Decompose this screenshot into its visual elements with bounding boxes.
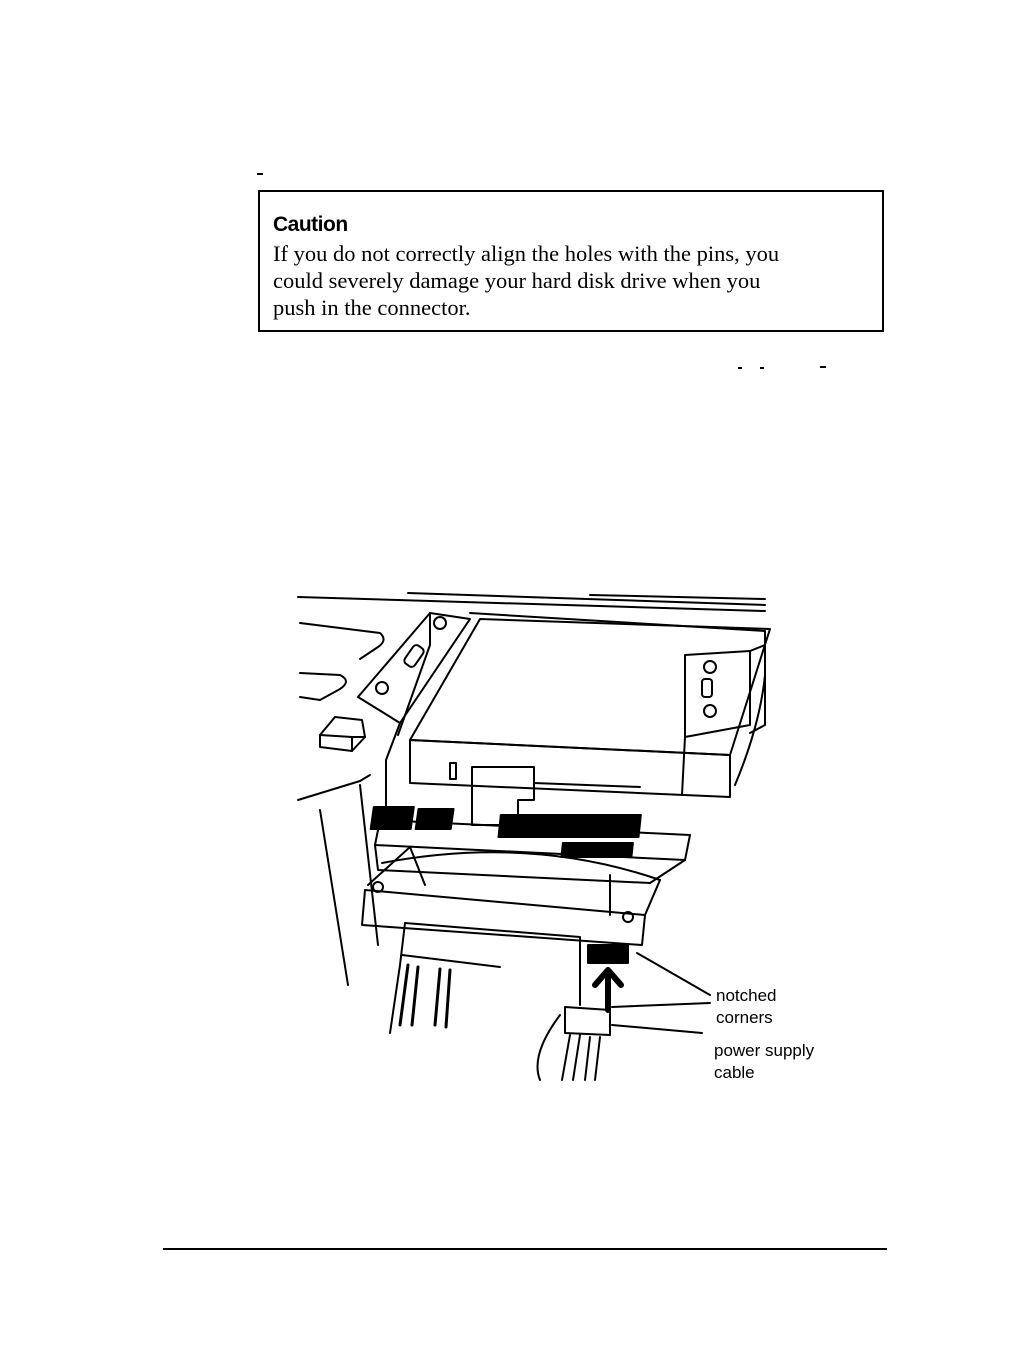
drive-light: [450, 763, 456, 779]
mounting-bracket: [358, 613, 470, 723]
chassis-rail: [298, 597, 765, 611]
chassis-rail: [470, 613, 765, 647]
edge-connector: [416, 809, 454, 829]
floppy-drive-top: [410, 619, 770, 755]
power-connector: [565, 1007, 610, 1035]
scan-mark: [760, 367, 764, 369]
caution-box: [258, 190, 884, 332]
chassis-rail: [590, 595, 765, 599]
ribbon-cable: [390, 923, 405, 1033]
insert-arrow: [595, 970, 621, 1010]
chassis-wall: [298, 775, 370, 800]
ribbon-cable: [402, 955, 500, 967]
power-supply-cable-leader: [612, 1025, 702, 1033]
hard-disk-drive: [362, 890, 645, 945]
scan-mark: [820, 366, 826, 368]
edge-connector: [371, 807, 414, 829]
pin-header: [499, 815, 641, 837]
bracket-screw: [434, 617, 446, 629]
bracket-screw: [376, 682, 388, 694]
notched-corners-leader: [612, 1003, 710, 1007]
latch-block: [320, 717, 365, 751]
bracket-slot: [702, 679, 712, 697]
notched-corners-label: notched corners: [716, 986, 777, 1027]
chassis-slot: [300, 673, 346, 700]
power-supply-wires: [538, 1015, 561, 1080]
scan-mark: [257, 173, 263, 175]
bracket-screw: [704, 705, 716, 717]
caution-body: If you do not correctly align the holes with the pins, you could severely damage your hard disk drive when you push in the connector.: [273, 241, 780, 320]
drive-door: [534, 783, 640, 787]
chassis-rail: [408, 593, 765, 605]
power-supply-wires: [562, 1035, 600, 1080]
notched-corners-leader: [637, 953, 710, 995]
chassis-slot: [300, 623, 384, 659]
scan-mark: [738, 367, 742, 369]
ribbon-cable: [400, 965, 450, 1027]
bracket-screw: [704, 661, 716, 673]
power-supply-cable-label: power supply cable: [714, 1041, 815, 1082]
mounting-bracket: [682, 737, 685, 795]
caution-title: Caution: [273, 213, 348, 236]
footer-rule: [163, 1248, 887, 1250]
bracket-slot: [403, 644, 425, 669]
drive-power-port: [588, 945, 628, 963]
chassis-wall: [320, 810, 348, 985]
pin-header: [561, 843, 632, 857]
